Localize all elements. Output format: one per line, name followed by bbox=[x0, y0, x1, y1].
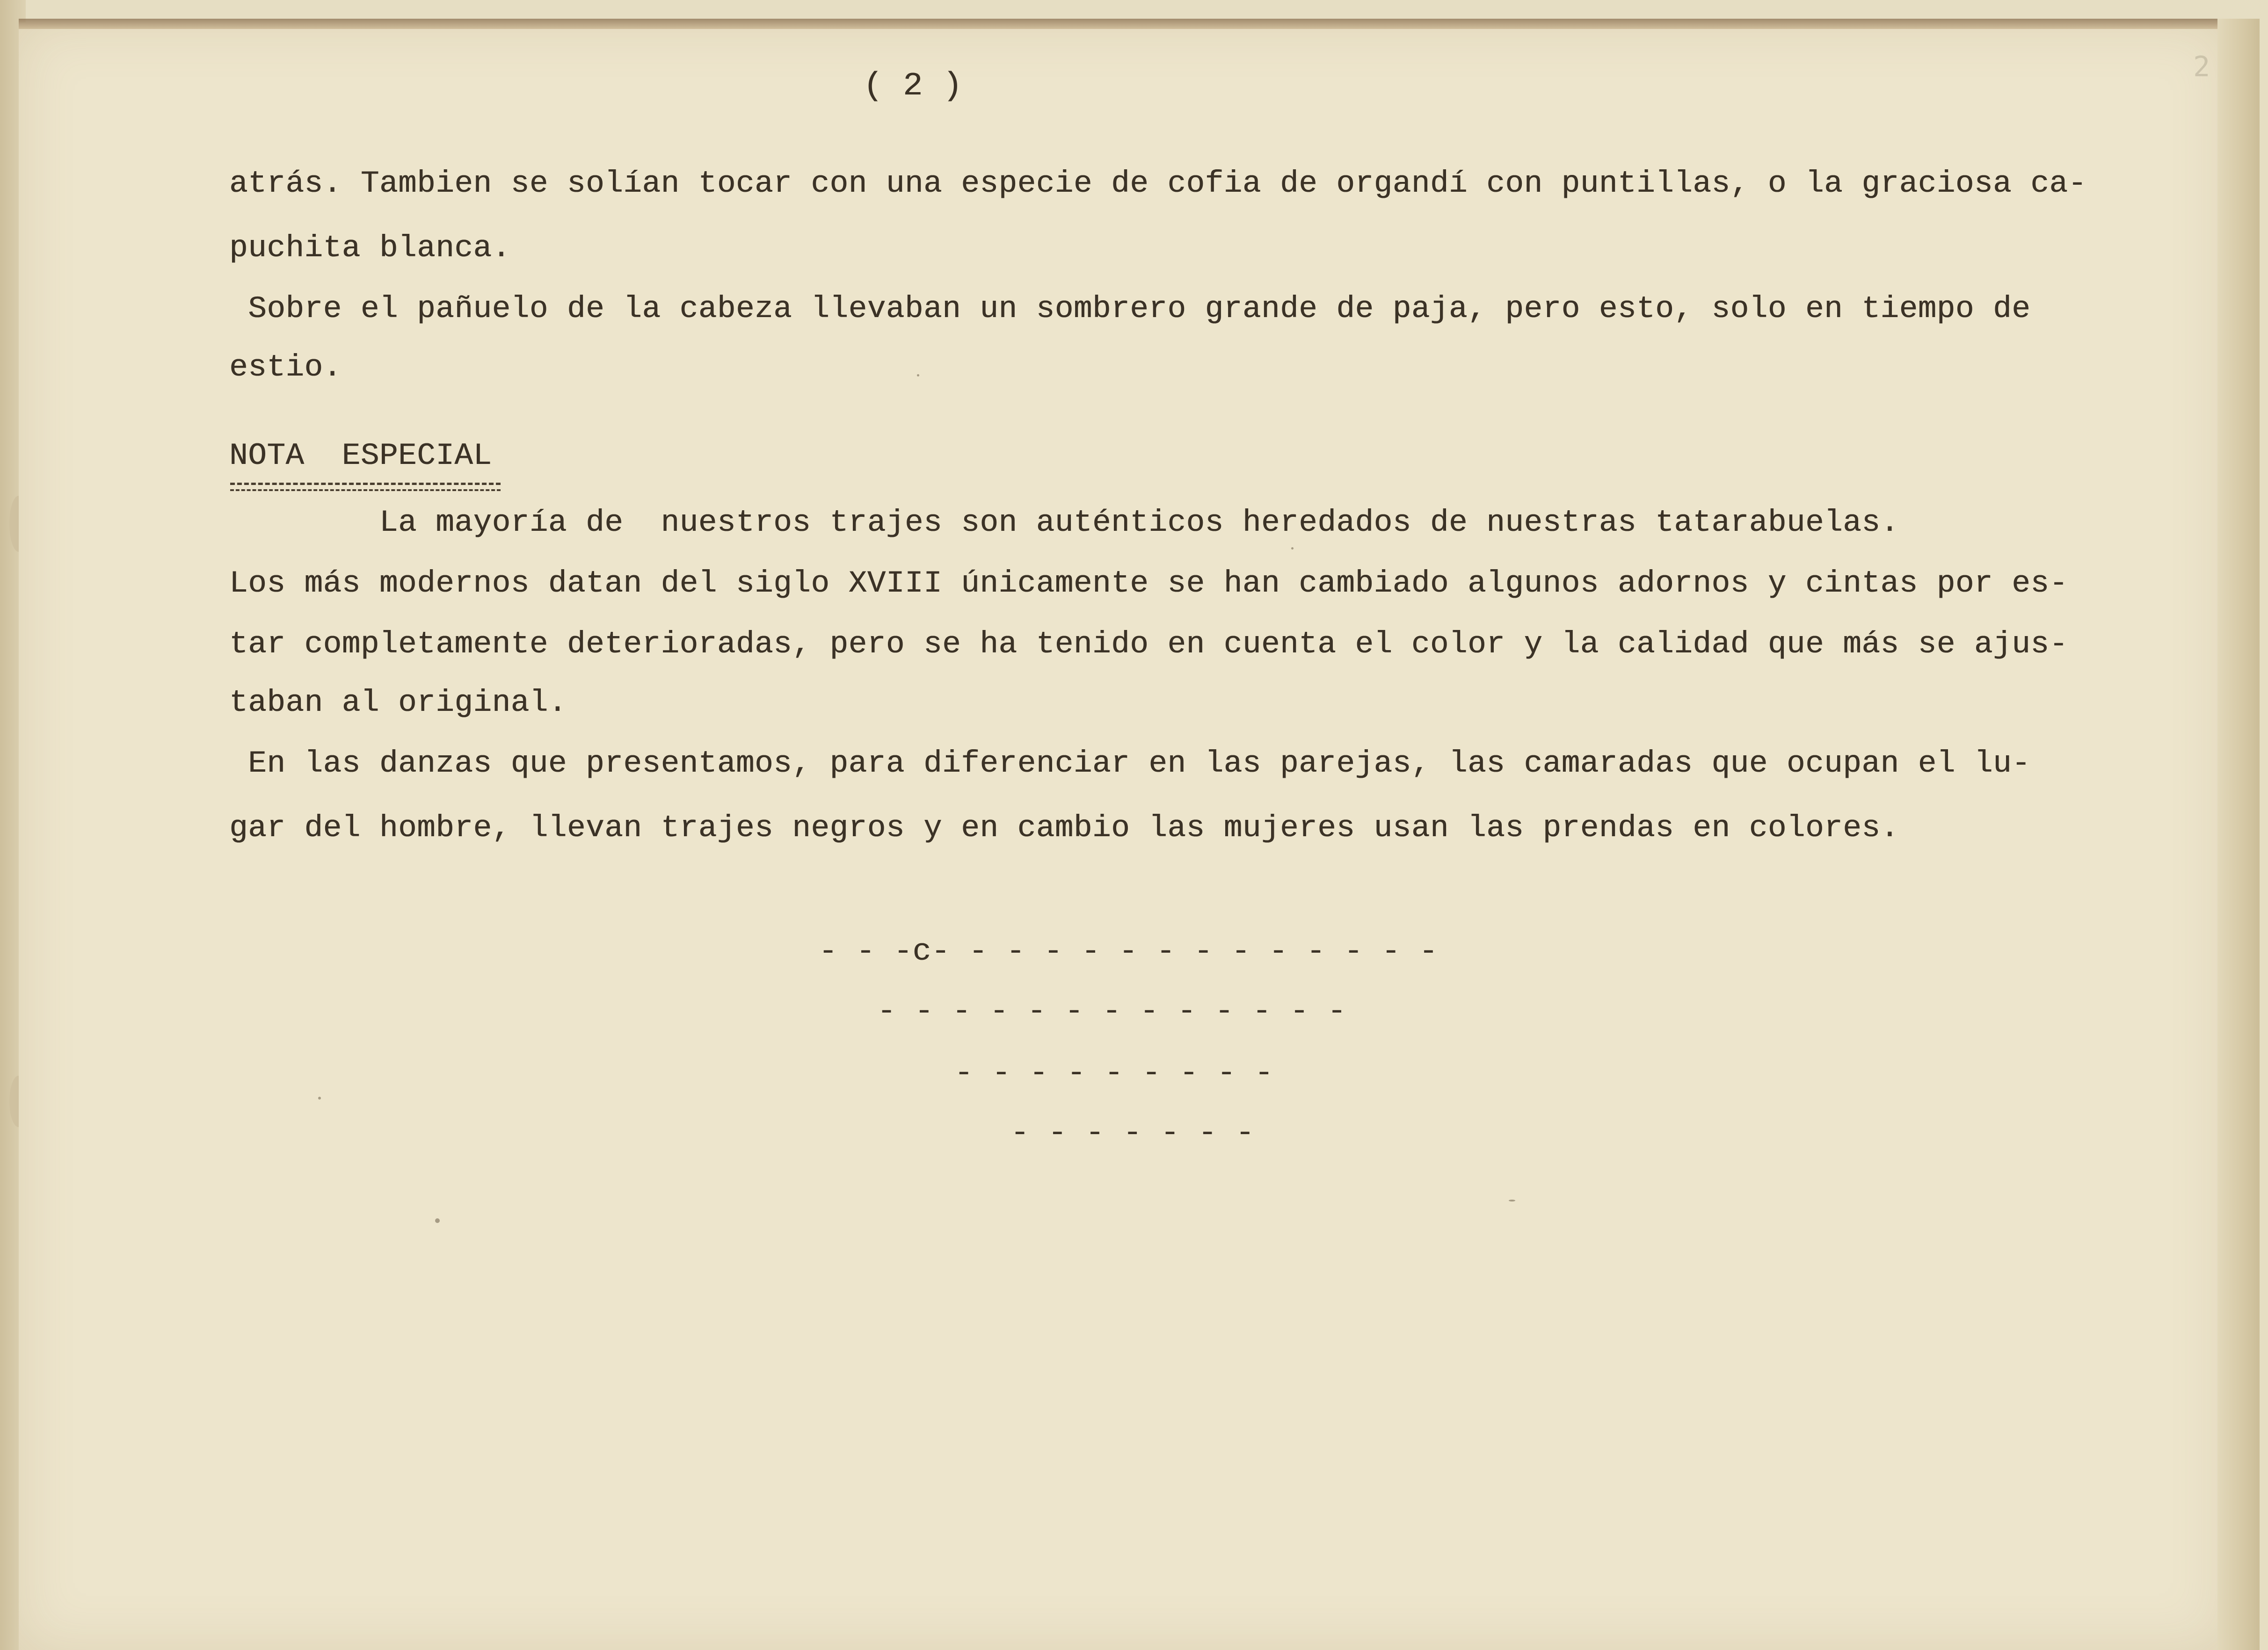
heading-underline bbox=[230, 489, 501, 491]
paper-fleck bbox=[435, 1218, 440, 1223]
paper-top-edge bbox=[19, 19, 2227, 29]
paper-fleck bbox=[917, 374, 919, 376]
text-line: Sobre el pañuelo de la cabeza llevaban un sombrero grande de paja, pero esto, solo en tiempo de bbox=[229, 291, 2031, 326]
text-line: Los más modernos datan del siglo XVIII únicamente se han cambiado algunos adornos y cintas por es- bbox=[229, 566, 2068, 601]
text-line: atrás. Tambien se solían tocar con una especie de cofia de organdí con puntillas, o la graciosa ca- bbox=[229, 166, 2087, 201]
text-line: puchita blanca. bbox=[229, 231, 511, 266]
text-line: gar del hombre, llevan trajes negros y en cambio las mujeres usan las prendas en colores. bbox=[229, 811, 1899, 846]
text-line: La mayoría de nuestros trajes son auténticos heredados de nuestras tatarabuelas. bbox=[229, 505, 1899, 540]
corner-smudge: 2 bbox=[2193, 51, 2210, 83]
closing-dash-line: - - - - - - - - - bbox=[954, 1056, 1273, 1091]
paper-fleck bbox=[1291, 547, 1294, 550]
text-line: En las danzas que presentamos, para diferenciar en las parejas, las camaradas que ocupan el lu- bbox=[229, 746, 2031, 781]
page-number: ( 2 ) bbox=[863, 68, 963, 105]
closing-dash-line: - - -c- - - - - - - - - - - - - - bbox=[819, 934, 1438, 969]
text-line: estio. bbox=[229, 350, 342, 385]
text-line: taban al original. bbox=[229, 685, 567, 720]
text-line: tar completamente deterioradas, pero se ha tenido en cuenta el color y la calidad que más se ajus- bbox=[229, 627, 2068, 662]
paper-fleck bbox=[1509, 1200, 1515, 1201]
closing-dash-line: - - - - - - - bbox=[1010, 1115, 1255, 1151]
heading-underline bbox=[230, 483, 501, 485]
section-heading: NOTA ESPECIAL bbox=[229, 438, 492, 473]
closing-dash-line: - - - - - - - - - - - - - bbox=[877, 994, 1346, 1029]
paper-right-edge bbox=[2217, 19, 2260, 1650]
paper-fleck bbox=[318, 1097, 321, 1100]
